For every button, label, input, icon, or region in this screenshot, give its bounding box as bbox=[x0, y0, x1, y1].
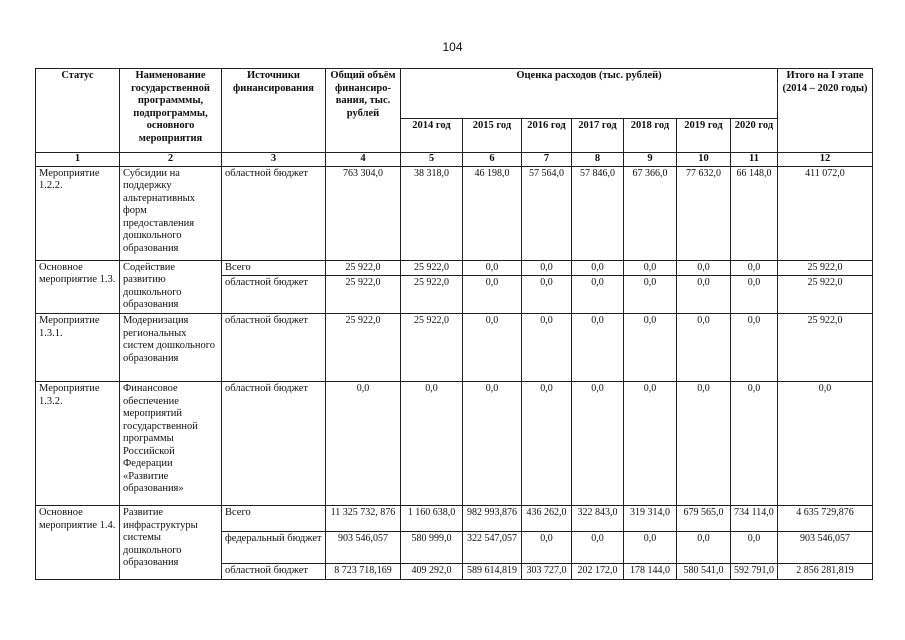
cell-2020: 0,0 bbox=[731, 314, 778, 382]
cell-2015: 322 547,057 bbox=[463, 532, 522, 564]
cell-2018: 0,0 bbox=[624, 314, 677, 382]
cell-2016: 0,0 bbox=[522, 260, 572, 276]
cell-2015: 46 198,0 bbox=[463, 166, 522, 260]
cell-2016: 57 564,0 bbox=[522, 166, 572, 260]
row-status: Мероприятие 1.2.2. bbox=[36, 166, 120, 260]
cell-2017: 57 846,0 bbox=[572, 166, 624, 260]
header-year: 2019 год bbox=[677, 119, 731, 153]
row-source: областной бюджет bbox=[222, 166, 326, 260]
row-source: Всего bbox=[222, 506, 326, 532]
cell-2020: 0,0 bbox=[731, 276, 778, 314]
cell-2014: 1 160 638,0 bbox=[401, 506, 463, 532]
row-name: Содействие развитию дошкольного образования bbox=[120, 260, 222, 314]
cell-2019: 77 632,0 bbox=[677, 166, 731, 260]
cell-2018: 0,0 bbox=[624, 532, 677, 564]
cell-2018: 178 144,0 bbox=[624, 564, 677, 580]
cell-2015: 982 993,876 bbox=[463, 506, 522, 532]
cell-2020: 592 791,0 bbox=[731, 564, 778, 580]
cell-total: 25 922,0 bbox=[326, 276, 401, 314]
row-source: федеральный бюджет bbox=[222, 532, 326, 564]
cell-2019: 0,0 bbox=[677, 276, 731, 314]
cell-2017: 0,0 bbox=[572, 260, 624, 276]
cell-2015: 0,0 bbox=[463, 382, 522, 506]
page-number: 104 bbox=[442, 40, 463, 54]
column-number: 6 bbox=[463, 153, 522, 167]
cell-2017: 0,0 bbox=[572, 314, 624, 382]
cell-2017: 0,0 bbox=[572, 532, 624, 564]
column-number: 4 bbox=[326, 153, 401, 167]
column-number: 1 bbox=[36, 153, 120, 167]
table-row bbox=[36, 382, 873, 506]
header-status: Статус bbox=[36, 69, 120, 153]
column-number: 5 bbox=[401, 153, 463, 167]
cell-2020: 734 114,0 bbox=[731, 506, 778, 532]
header-itog: Итого на I этапе (2014 – 2020 годы) bbox=[778, 69, 873, 153]
cell-2019: 0,0 bbox=[677, 382, 731, 506]
cell-total: 11 325 732, 876 bbox=[326, 506, 401, 532]
column-number: 2 bbox=[120, 153, 222, 167]
header-sources: Источники финансирования bbox=[222, 69, 326, 153]
cell-2020: 66 148,0 bbox=[731, 166, 778, 260]
table-row bbox=[36, 314, 873, 382]
cell-2016: 0,0 bbox=[522, 276, 572, 314]
table-row bbox=[36, 506, 873, 532]
cell-2017: 0,0 bbox=[572, 276, 624, 314]
cell-2019: 0,0 bbox=[677, 532, 731, 564]
cell-total: 763 304,0 bbox=[326, 166, 401, 260]
row-name: Модернизация региональных систем дошкольного образования bbox=[120, 314, 222, 382]
cell-2015: 0,0 bbox=[463, 314, 522, 382]
column-number: 7 bbox=[522, 153, 572, 167]
cell-2019: 0,0 bbox=[677, 260, 731, 276]
table-row bbox=[36, 260, 873, 276]
cell-2018: 0,0 bbox=[624, 260, 677, 276]
cell-2018: 0,0 bbox=[624, 382, 677, 506]
cell-2014: 580 999,0 bbox=[401, 532, 463, 564]
cell-2018: 319 314,0 bbox=[624, 506, 677, 532]
cell-2014: 409 292,0 bbox=[401, 564, 463, 580]
cell-2016: 0,0 bbox=[522, 532, 572, 564]
cell-2020: 0,0 bbox=[731, 260, 778, 276]
header-year: 2018 год bbox=[624, 119, 677, 153]
cell-itog: 25 922,0 bbox=[778, 260, 873, 276]
cell-2017: 0,0 bbox=[572, 382, 624, 506]
header-total: Общий объём финансиро-вания, тыс. рублей bbox=[326, 69, 401, 153]
column-number: 3 bbox=[222, 153, 326, 167]
row-status: Основное мероприятие 1.4. bbox=[36, 506, 120, 580]
cell-itog: 2 856 281,819 bbox=[778, 564, 873, 580]
cell-2016: 0,0 bbox=[522, 382, 572, 506]
table-row bbox=[36, 166, 873, 260]
cell-2015: 0,0 bbox=[463, 276, 522, 314]
cell-2016: 436 262,0 bbox=[522, 506, 572, 532]
cell-total: 0,0 bbox=[326, 382, 401, 506]
row-status: Мероприятие 1.3.2. bbox=[36, 382, 120, 506]
row-status: Основное мероприятие 1.3. bbox=[36, 260, 120, 314]
cell-itog: 4 635 729,876 bbox=[778, 506, 873, 532]
row-name: Субсидии на поддержку альтернативных форм предоставления дошкольного образования bbox=[120, 166, 222, 260]
column-number: 9 bbox=[624, 153, 677, 167]
header-year: 2014 год bbox=[401, 119, 463, 153]
cell-2019: 0,0 bbox=[677, 314, 731, 382]
cell-2017: 202 172,0 bbox=[572, 564, 624, 580]
row-source: областной бюджет bbox=[222, 276, 326, 314]
row-source: Всего bbox=[222, 260, 326, 276]
header-year: 2017 год bbox=[572, 119, 624, 153]
cell-2014: 25 922,0 bbox=[401, 314, 463, 382]
cell-itog: 0,0 bbox=[778, 382, 873, 506]
cell-total: 25 922,0 bbox=[326, 314, 401, 382]
cell-itog: 25 922,0 bbox=[778, 276, 873, 314]
budget-table bbox=[35, 68, 873, 580]
cell-2017: 322 843,0 bbox=[572, 506, 624, 532]
column-number: 10 bbox=[677, 153, 731, 167]
header-year: 2015 год bbox=[463, 119, 522, 153]
row-source: областной бюджет bbox=[222, 564, 326, 580]
cell-2014: 25 922,0 bbox=[401, 260, 463, 276]
column-number: 8 bbox=[572, 153, 624, 167]
cell-itog: 25 922,0 bbox=[778, 314, 873, 382]
cell-2020: 0,0 bbox=[731, 532, 778, 564]
cell-2016: 303 727,0 bbox=[522, 564, 572, 580]
cell-2019: 580 541,0 bbox=[677, 564, 731, 580]
column-number: 11 bbox=[731, 153, 778, 167]
cell-2016: 0,0 bbox=[522, 314, 572, 382]
cell-total: 8 723 718,169 bbox=[326, 564, 401, 580]
cell-2019: 679 565,0 bbox=[677, 506, 731, 532]
row-status: Мероприятие 1.3.1. bbox=[36, 314, 120, 382]
cell-2018: 0,0 bbox=[624, 276, 677, 314]
row-name: Финансовое обеспечение мероприятий государственной программы Российской Федерации «Развитие образования» bbox=[120, 382, 222, 506]
row-source: областной бюджет bbox=[222, 314, 326, 382]
header-year: 2020 год bbox=[731, 119, 778, 153]
header-estimate: Оценка расходов (тыс. рублей) bbox=[401, 69, 778, 119]
cell-2014: 0,0 bbox=[401, 382, 463, 506]
cell-total: 25 922,0 bbox=[326, 260, 401, 276]
header-year: 2016 год bbox=[522, 119, 572, 153]
cell-2014: 38 318,0 bbox=[401, 166, 463, 260]
cell-2020: 0,0 bbox=[731, 382, 778, 506]
cell-2018: 67 366,0 bbox=[624, 166, 677, 260]
cell-2015: 589 614,819 bbox=[463, 564, 522, 580]
cell-itog: 411 072,0 bbox=[778, 166, 873, 260]
cell-total: 903 546,057 bbox=[326, 532, 401, 564]
row-source: областной бюджет bbox=[222, 382, 326, 506]
row-name: Развитие инфраструктуры системы дошкольного образования bbox=[120, 506, 222, 580]
cell-2014: 25 922,0 bbox=[401, 276, 463, 314]
column-number: 12 bbox=[778, 153, 873, 167]
cell-itog: 903 546,057 bbox=[778, 532, 873, 564]
header-name: Наименование государственной программмы, подпрограммы, основного мероприятия bbox=[120, 69, 222, 153]
cell-2015: 0,0 bbox=[463, 260, 522, 276]
